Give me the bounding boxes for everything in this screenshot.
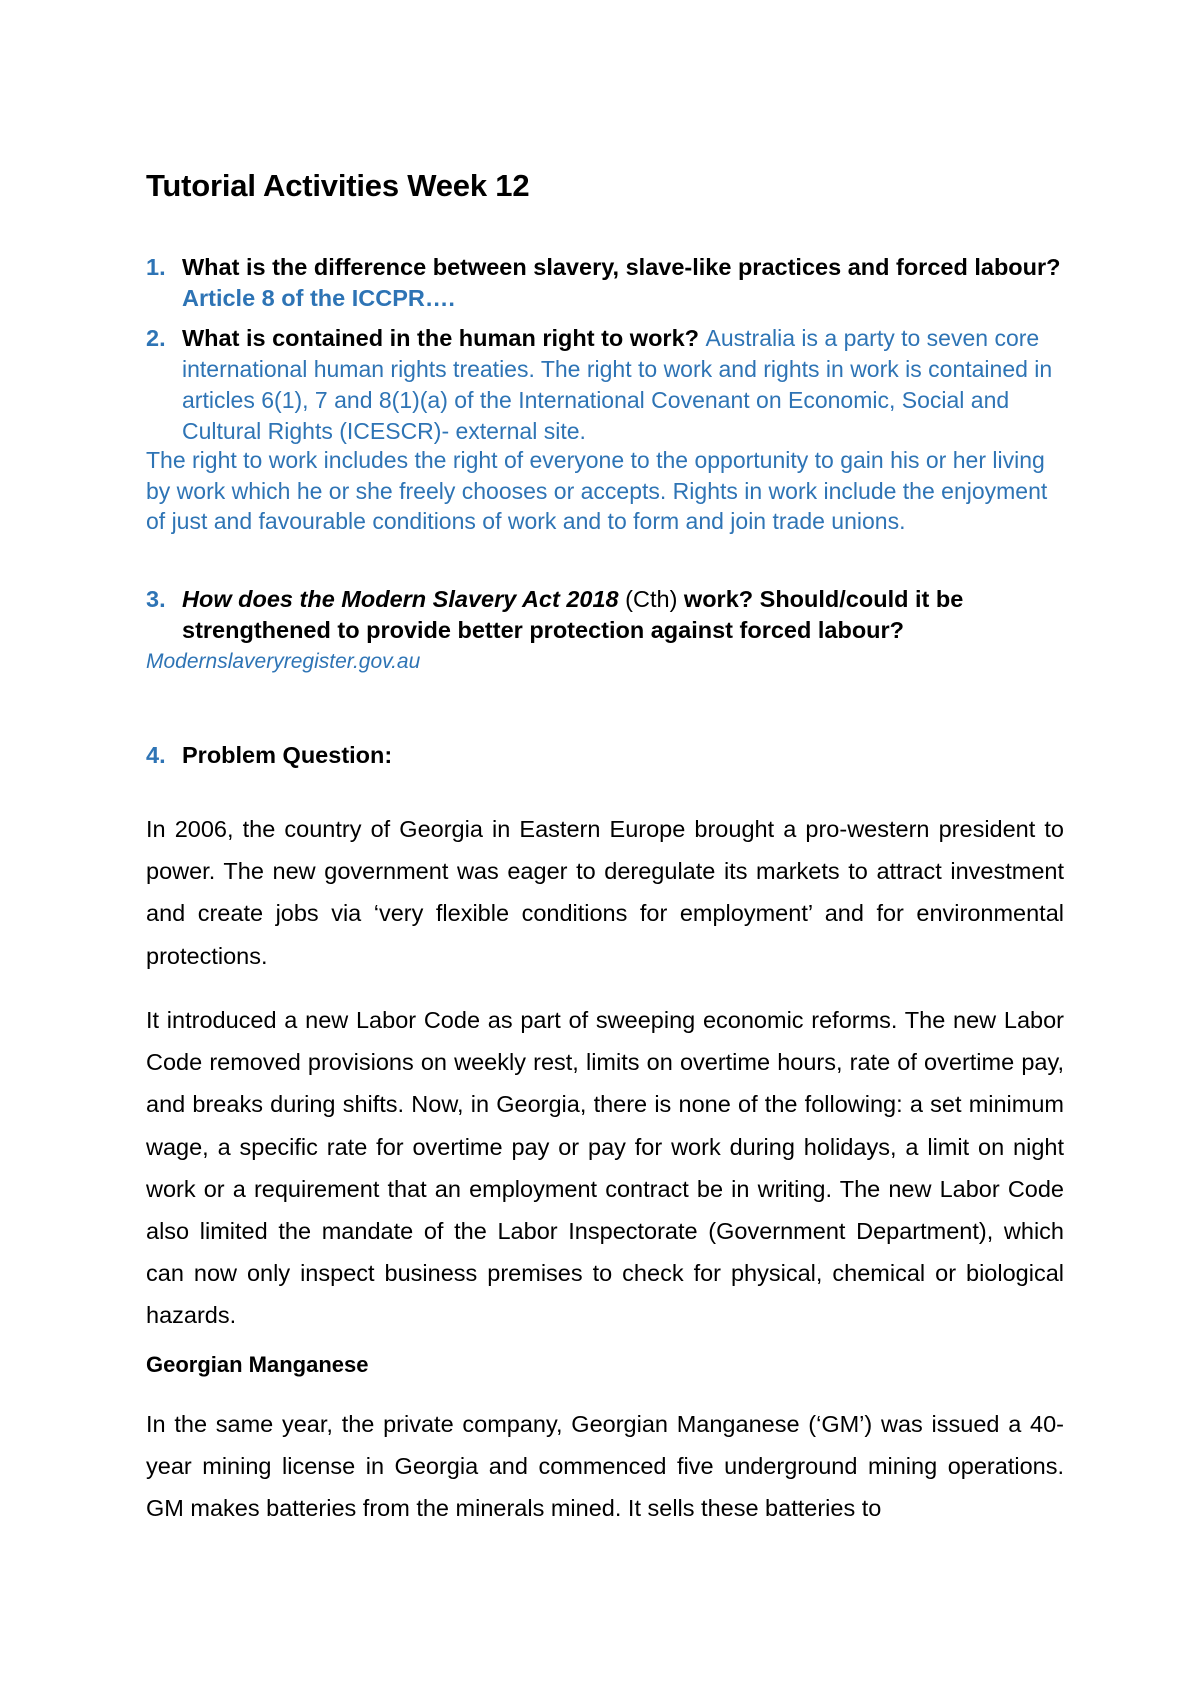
question-number: 3. xyxy=(146,586,166,612)
answer-text: Article 8 of the ICCPR…. xyxy=(182,285,455,311)
question-text-italic: How does the Modern Slavery Act 2018 xyxy=(182,586,619,612)
paragraph-2: It introduced a new Labor Code as part of sweeping economic reforms. The new Labor Code removed provisions on weekly rest, limits on overtime hours, rate of overtime pay, and breaks during shifts. Now, in Georgia, there is none of the following: a set minimum wage, a specific rate for overtime pay or pay for work during holidays, a limit on night work or a requirement that an employment contract be in writing. The new Labor Code also limited the mandate of the Labor Inspectorate (Government Department), which can now only inspect business premises to check for physical, chemical or biological hazards. xyxy=(146,1007,1064,1329)
page-title: Tutorial Activities Week 12 xyxy=(146,168,530,203)
question-2 xyxy=(146,323,1066,447)
answer-paragraph: The right to work includes the right of everyone to the opportunity to gain his or her living by work which he or she freely chooses or accepts. Rights in work include the enjoyment of just and favourable conditions of work and to form and join trade unions. xyxy=(146,447,1048,534)
question-4 xyxy=(146,740,1066,771)
question-text: work? Should/could it be strengthened to provide better protection against forced labour? xyxy=(182,586,964,643)
paragraph-3: In the same year, the private company, Georgian Manganese (‘GM’) was issued a 40-year mining license in Georgia and commenced five underground mining operations. GM makes batteries from the minerals mined. It sells these batteries to xyxy=(146,1411,1064,1522)
question-number: 4. xyxy=(146,742,166,768)
answer-text: Australia is a party to seven core international human rights treaties. The right to work and rights in work is contained in articles 6(1), 7 and 8(1)(a) of the International Covenant on Economic, Social and Cultural Rights (ICESCR)- external site. xyxy=(182,325,1053,444)
question-text: What is the difference between slavery, slave-like practices and forced labour? xyxy=(182,254,1061,280)
section-subheading: Georgian Manganese xyxy=(146,1352,369,1377)
question-text-cth: (Cth) xyxy=(618,586,678,612)
question-3 xyxy=(146,584,1066,646)
paragraph-1: In 2006, the country of Georgia in Eastern Europe brought a pro-western president to power. The new government was eager to deregulate its markets to attract investment and create jobs via ‘very flexible conditions for employment’ and for environmental protections. xyxy=(146,816,1064,969)
question-number: 1. xyxy=(146,254,166,280)
question-text: Problem Question: xyxy=(182,742,393,768)
question-1 xyxy=(146,252,1066,314)
question-text: What is contained in the human right to work? xyxy=(182,325,699,351)
register-link[interactable]: Modernslaveryregister.gov.au xyxy=(146,650,421,673)
question-number: 2. xyxy=(146,325,166,351)
